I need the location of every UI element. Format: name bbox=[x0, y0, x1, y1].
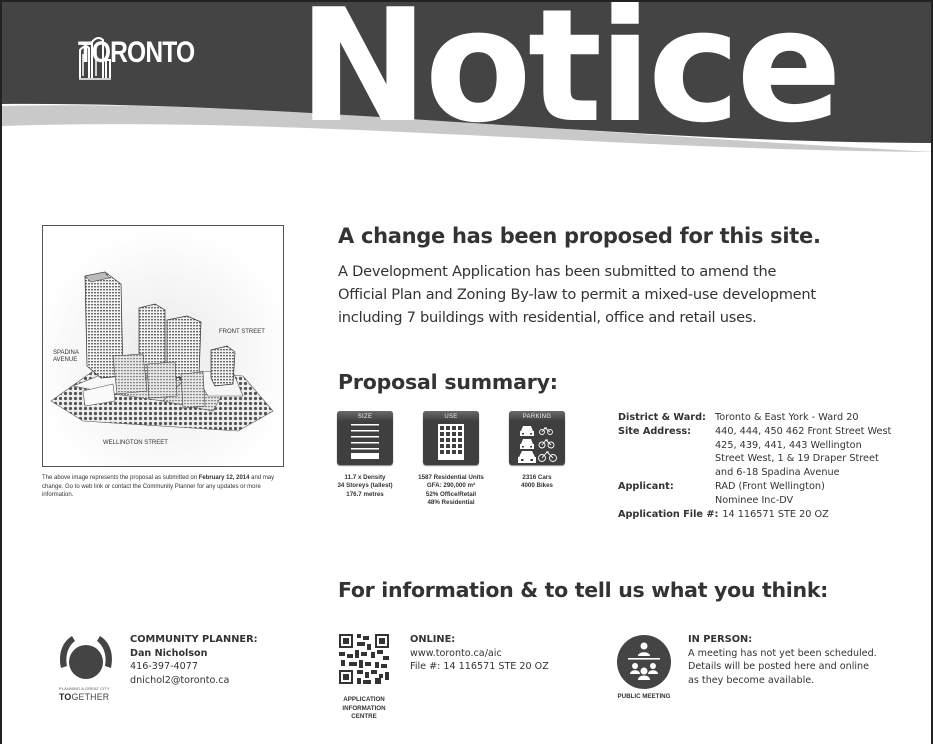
stat-line: 52% Office/Retail bbox=[425, 490, 477, 498]
community-planner-contact bbox=[130, 633, 258, 687]
together-wordmark bbox=[59, 692, 109, 702]
application-details bbox=[618, 411, 922, 521]
stat-line: 1587 Residential Units bbox=[418, 474, 484, 481]
planner-name: Dan Nicholson bbox=[130, 647, 208, 659]
detail-row-district bbox=[618, 411, 922, 425]
caption-suffix: and may change. Go to web link or contact the Community Planner for any updates or more information. bbox=[42, 475, 275, 498]
caption-date: February 12, 2014 bbox=[198, 475, 250, 481]
header-band bbox=[2, 2, 933, 172]
contact-heading: For information & to tell us what you think: bbox=[338, 578, 829, 602]
stat-line: 4000 Bikes bbox=[521, 482, 553, 490]
stat-line: 48% Residential bbox=[427, 498, 475, 506]
notice-title: Notice bbox=[298, 0, 839, 157]
site-rendering bbox=[42, 225, 284, 467]
file-label: Application File #: bbox=[618, 508, 719, 520]
public-meeting-icon bbox=[616, 634, 672, 690]
planner-title: COMMUNITY PLANNER: bbox=[130, 634, 258, 645]
change-heading: A change has been proposed for this site. bbox=[338, 224, 821, 248]
district-text: Toronto & East York - Ward 20 bbox=[715, 412, 859, 423]
address-line: Street West, 1 & 19 Draper Street bbox=[715, 453, 879, 465]
applicant-value bbox=[715, 480, 915, 508]
building-grid-icon bbox=[423, 421, 479, 465]
badge-line: APPLICATION bbox=[343, 696, 385, 703]
file-number: 14 116571 STE 20 OZ bbox=[722, 508, 829, 520]
together-bold: TO bbox=[59, 692, 72, 702]
online-file-number: File #: 14 116571 STE 20 OZ bbox=[410, 661, 549, 672]
planning-together-logo-icon bbox=[58, 632, 114, 686]
applicant-line: Nominee Inc-DV bbox=[715, 494, 794, 506]
label-spadina-avenue bbox=[53, 350, 79, 364]
summary-use bbox=[401, 411, 501, 507]
in-person-line: A meeting has not yet been scheduled. bbox=[688, 647, 877, 659]
intro-line: Official Plan and Zoning By-law to permit a mixed-use development bbox=[338, 286, 816, 303]
parking-tile-label: PARKING bbox=[509, 411, 565, 421]
detail-row-address bbox=[618, 425, 922, 480]
stat-line: GFA: 290,000 m² bbox=[426, 482, 476, 490]
address-line: 440, 444, 450 462 Front Street West bbox=[715, 425, 892, 437]
address-value bbox=[715, 425, 915, 480]
use-tile-label: USE bbox=[423, 411, 479, 421]
storeys-icon bbox=[337, 421, 393, 465]
summary-parking bbox=[487, 411, 587, 491]
applicant-line: RAD (Front Wellington) bbox=[715, 480, 825, 492]
in-person-title: IN PERSON: bbox=[688, 634, 753, 645]
stat-line: 2316 Cars bbox=[522, 474, 552, 481]
address-line: 425, 439, 441, 443 Wellington bbox=[715, 439, 862, 451]
intro-paragraph bbox=[338, 260, 898, 329]
in-person-contact bbox=[688, 633, 877, 687]
planner-phone[interactable]: 416-397-4077 bbox=[130, 661, 198, 672]
use-tile bbox=[423, 411, 479, 465]
stat-line: 176.7 metres bbox=[346, 490, 384, 498]
size-stats bbox=[315, 474, 415, 499]
file-value bbox=[722, 508, 922, 522]
planner-email[interactable]: dnichol2@toronto.ca bbox=[130, 674, 230, 686]
car-bike-icon bbox=[509, 421, 565, 465]
qr-code-icon[interactable] bbox=[339, 634, 389, 684]
size-tile-label: SIZE bbox=[337, 411, 393, 421]
stat-line: 11.7 x Density bbox=[344, 474, 386, 481]
in-person-line: Details will be posted here and online bbox=[688, 661, 870, 672]
intro-line: A Development Application has been submitted to amend the bbox=[338, 263, 777, 280]
use-stats bbox=[401, 474, 501, 507]
label-front-street: FRONT STREET bbox=[219, 329, 265, 335]
applicant-label: Applicant: bbox=[618, 480, 674, 492]
toronto-logo bbox=[78, 36, 220, 70]
district-label: District & Ward: bbox=[618, 412, 706, 423]
public-meeting-label: PUBLIC MEETING bbox=[617, 693, 671, 700]
intro-line: including 7 buildings with residential, office and retail uses. bbox=[338, 309, 757, 326]
online-url-link[interactable]: www.toronto.ca/aic bbox=[410, 647, 502, 659]
online-title: ONLINE: bbox=[410, 634, 456, 645]
badge-line: CENTRE bbox=[351, 713, 377, 720]
development-rendering-image bbox=[43, 226, 284, 467]
label-spadina-line1: SPADINA bbox=[53, 350, 79, 356]
image-caption bbox=[42, 474, 292, 500]
planning-tagline: PLANNING A GREAT CITY bbox=[59, 686, 110, 691]
size-tile bbox=[337, 411, 393, 465]
together-rest: GETHER bbox=[71, 692, 110, 702]
caption-prefix: The above image represents the proposal as submitted on bbox=[42, 475, 199, 481]
online-contact bbox=[410, 633, 549, 674]
in-person-line: as they become available. bbox=[688, 674, 815, 686]
detail-row-file bbox=[618, 508, 922, 522]
label-wellington-street: WELLINGTON STREET bbox=[103, 440, 168, 446]
badge-line: INFORMATION bbox=[342, 704, 386, 712]
logo-text: TORONTO bbox=[78, 36, 195, 69]
parking-stats bbox=[487, 474, 587, 491]
application-information-centre-label bbox=[332, 696, 396, 722]
district-value bbox=[715, 411, 915, 425]
parking-tile bbox=[509, 411, 565, 465]
proposal-summary-heading: Proposal summary: bbox=[338, 370, 558, 394]
summary-size bbox=[315, 411, 415, 499]
detail-row-applicant bbox=[618, 480, 922, 508]
stat-line: 34 Storeys (tallest) bbox=[337, 482, 393, 490]
address-line: and 6-18 Spadina Avenue bbox=[715, 467, 840, 479]
label-spadina-line2: AVENUE bbox=[53, 356, 78, 363]
address-label: Site Address: bbox=[618, 425, 691, 437]
